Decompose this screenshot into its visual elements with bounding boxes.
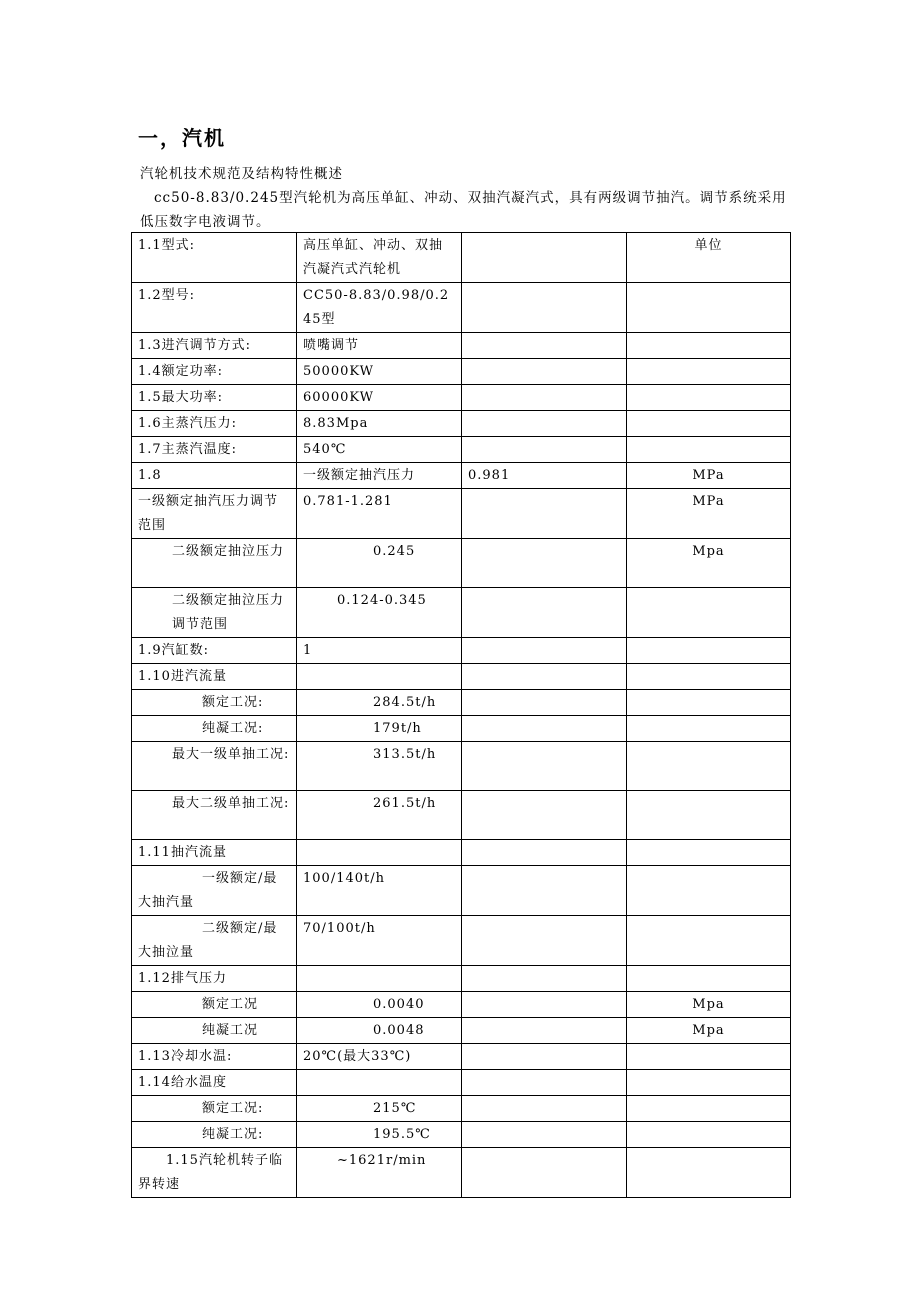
row-label: 1.7主蒸汽温度:: [132, 437, 297, 463]
row-unit: [627, 690, 791, 716]
row-value: 215℃: [297, 1096, 462, 1122]
row-label: 一级额定/最大抽汽量: [132, 866, 297, 916]
row-extra: [462, 539, 627, 588]
row-value: 0.0040: [297, 992, 462, 1018]
row-unit: [627, 385, 791, 411]
row-unit: [627, 1122, 791, 1148]
row-extra: [462, 489, 627, 539]
row-value: 一级额定抽汽压力: [297, 463, 462, 489]
row-label: 二级额定抽泣压力调节范围: [132, 588, 297, 638]
table-row: [132, 463, 791, 489]
row-label: 额定工况:: [132, 1096, 297, 1122]
row-extra: [462, 966, 627, 992]
table-row: [132, 359, 791, 385]
row-value: 50000KW: [297, 359, 462, 385]
row-label: 二级额定/最大抽泣量: [132, 916, 297, 966]
row-value: 70/100t/h: [297, 916, 462, 966]
row-value: 313.5t/h: [297, 742, 462, 791]
row-extra: [462, 1070, 627, 1096]
row-label: 最大二级单抽工况:: [132, 791, 297, 840]
table-row: [132, 1070, 791, 1096]
row-unit: Mpa: [627, 1018, 791, 1044]
row-extra: [462, 283, 627, 333]
row-extra: [462, 1044, 627, 1070]
table-row: [132, 638, 791, 664]
row-value: 高压单缸、冲动、双抽汽凝汽式汽轮机: [297, 233, 462, 283]
row-label: 1.5最大功率:: [132, 385, 297, 411]
row-extra: [462, 866, 627, 916]
row-value: 1: [297, 638, 462, 664]
row-unit: [627, 840, 791, 866]
row-extra: [462, 1096, 627, 1122]
table-row: [132, 992, 791, 1018]
row-label: 1.10进汽流量: [132, 664, 297, 690]
row-label: 1.3进汽调节方式:: [132, 333, 297, 359]
row-label: 1.4额定功率:: [132, 359, 297, 385]
row-value: [297, 966, 462, 992]
row-unit: [627, 966, 791, 992]
row-unit: [627, 588, 791, 638]
row-label: 1.15汽轮机转子临界转速: [132, 1148, 297, 1198]
row-label: 1.9汽缸数:: [132, 638, 297, 664]
row-unit: [627, 866, 791, 916]
row-extra: 0.981: [462, 463, 627, 489]
row-unit: [627, 333, 791, 359]
row-label: 1.2型号:: [132, 283, 297, 333]
row-label: 1.13冷却水温:: [132, 1044, 297, 1070]
row-value: 284.5t/h: [297, 690, 462, 716]
row-extra: [462, 791, 627, 840]
table-row: [132, 716, 791, 742]
row-unit: [627, 1148, 791, 1198]
row-label: 1.1型式:: [132, 233, 297, 283]
row-extra: [462, 1122, 627, 1148]
table-row: [132, 1044, 791, 1070]
row-extra: [462, 1148, 627, 1198]
row-unit: [627, 359, 791, 385]
row-value: 0.245: [297, 539, 462, 588]
intro-paragraph: cc50-8.83/0.245型汽轮机为高压单缸、冲动、双抽汽凝汽式，具有两级调节抽汽。调节系统采用低压数字电液调节。: [140, 190, 787, 230]
table-row: [132, 1018, 791, 1044]
row-extra: [462, 411, 627, 437]
row-value: 0.124-0.345: [297, 588, 462, 638]
row-unit: [627, 638, 791, 664]
row-label: 1.8: [132, 463, 297, 489]
row-extra: [462, 385, 627, 411]
row-unit: [627, 916, 791, 966]
table-row: [132, 1122, 791, 1148]
row-value: [297, 840, 462, 866]
row-label: 最大一级单抽工况:: [132, 742, 297, 791]
table-row: [132, 437, 791, 463]
row-unit: [627, 664, 791, 690]
row-extra: [462, 233, 627, 283]
row-unit: [627, 1096, 791, 1122]
table-row: [132, 690, 791, 716]
table-row: [132, 588, 791, 638]
table-row: [132, 1148, 791, 1198]
row-value: 20℃(最大33℃): [297, 1044, 462, 1070]
row-unit: Mpa: [627, 992, 791, 1018]
table-row: [132, 385, 791, 411]
row-extra: [462, 437, 627, 463]
row-extra: [462, 840, 627, 866]
table-row: [132, 283, 791, 333]
row-extra: [462, 638, 627, 664]
row-label: 额定工况: [132, 992, 297, 1018]
table-row: [132, 1096, 791, 1122]
row-value: [297, 664, 462, 690]
row-extra: [462, 916, 627, 966]
row-unit: [627, 1070, 791, 1096]
row-label: 二级额定抽泣压力: [132, 539, 297, 588]
row-unit: [627, 1044, 791, 1070]
row-label: 1.14给水温度: [132, 1070, 297, 1096]
table-row: [132, 664, 791, 690]
row-extra: [462, 992, 627, 1018]
table-row: [132, 333, 791, 359]
row-value: 179t/h: [297, 716, 462, 742]
row-value: 60000KW: [297, 385, 462, 411]
row-unit: [627, 411, 791, 437]
table-row: [132, 233, 791, 283]
row-unit: Mpa: [627, 539, 791, 588]
row-value: ~1621r/min: [297, 1148, 462, 1198]
row-unit: [627, 283, 791, 333]
row-unit: [627, 742, 791, 791]
row-extra: [462, 690, 627, 716]
row-unit: [627, 716, 791, 742]
row-label: 1.6主蒸汽压力:: [132, 411, 297, 437]
row-value: 195.5℃: [297, 1122, 462, 1148]
row-label: 纯凝工况:: [132, 716, 297, 742]
row-value: 261.5t/h: [297, 791, 462, 840]
unit-header: 单位: [627, 233, 791, 283]
table-row: [132, 539, 791, 588]
row-extra: [462, 742, 627, 791]
row-value: 100/140t/h: [297, 866, 462, 916]
row-value: [297, 1070, 462, 1096]
row-extra: [462, 664, 627, 690]
table-row: [132, 489, 791, 539]
row-unit: MPa: [627, 463, 791, 489]
row-unit: MPa: [627, 489, 791, 539]
row-label: 1.12排气压力: [132, 966, 297, 992]
row-value: 0.0048: [297, 1018, 462, 1044]
row-label: 1.11抽汽流量: [132, 840, 297, 866]
row-unit: [627, 791, 791, 840]
row-value: 0.781-1.281: [297, 489, 462, 539]
table-row: [132, 966, 791, 992]
row-value: 8.83Mpa: [297, 411, 462, 437]
row-label: 纯凝工况:: [132, 1122, 297, 1148]
row-extra: [462, 1018, 627, 1044]
row-unit: [627, 437, 791, 463]
table-row: [132, 840, 791, 866]
row-value: 喷嘴调节: [297, 333, 462, 359]
row-value: CC50-8.83/0.98/0.245型: [297, 283, 462, 333]
table-row: [132, 866, 791, 916]
row-extra: [462, 333, 627, 359]
row-extra: [462, 588, 627, 638]
page-title: 一，汽机: [138, 126, 226, 150]
row-extra: [462, 716, 627, 742]
table-row: [132, 411, 791, 437]
row-label: 额定工况:: [132, 690, 297, 716]
row-label: 纯凝工况: [132, 1018, 297, 1044]
table-row: [132, 742, 791, 791]
row-value: 540℃: [297, 437, 462, 463]
table-row: [132, 916, 791, 966]
spec-table: [131, 232, 791, 1198]
row-extra: [462, 359, 627, 385]
row-label: 一级额定抽汽压力调节范围: [132, 489, 297, 539]
section-subtitle: 汽轮机技术规范及结构特性概述: [140, 166, 343, 182]
table-row: [132, 791, 791, 840]
